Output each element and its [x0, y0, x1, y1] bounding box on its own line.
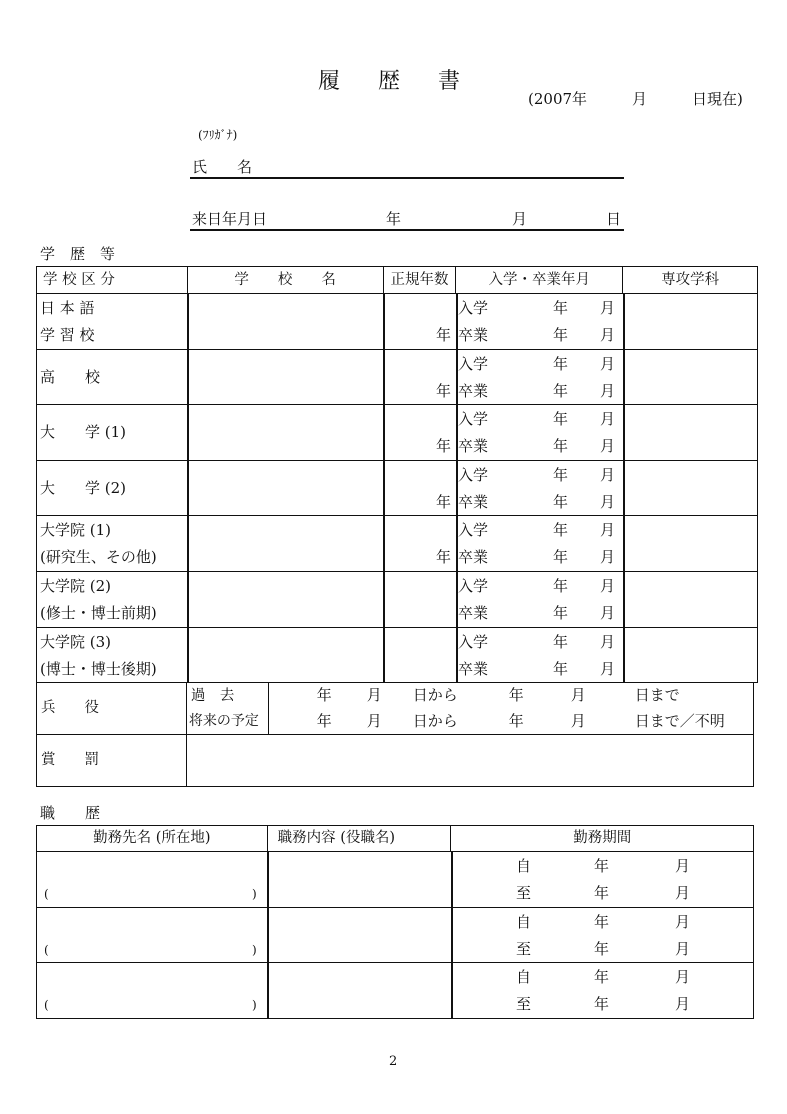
education-enter-year: 年 — [553, 354, 569, 373]
education-type-sub: 学 習 校 — [40, 326, 95, 344]
career-to-month: 月 — [675, 884, 691, 902]
education-school-name-cell[interactable] — [189, 350, 382, 404]
education-graduate-year: 年 — [553, 659, 569, 678]
header-school-name: 学 校 名 — [187, 267, 383, 294]
education-school-name-cell[interactable] — [189, 572, 382, 626]
career-duties-cell[interactable] — [269, 908, 450, 962]
education-graduate-month: 月 — [600, 548, 616, 567]
education-enter-year: 年 — [553, 299, 569, 317]
arrival-underline — [190, 229, 624, 231]
education-enter-label: 入学 — [458, 465, 489, 484]
military-future-month: 月 — [366, 711, 382, 730]
education-graduate-label: 卒業 — [458, 437, 489, 456]
education-graduate-label: 卒業 — [458, 548, 489, 567]
education-enter-year: 年 — [553, 632, 569, 651]
career-from-label: 自 — [516, 968, 532, 986]
career-to-month: 月 — [675, 995, 691, 1013]
career-header-period: 勤務期間 — [451, 826, 754, 852]
education-graduate-month: 月 — [600, 492, 616, 511]
career-from-label: 自 — [516, 857, 532, 875]
education-graduate-label: 卒業 — [458, 604, 489, 622]
military-future-from: 日から — [412, 711, 458, 730]
education-major-cell[interactable] — [625, 628, 757, 682]
education-type: 大 学 (1) — [40, 423, 127, 442]
career-paren-open: ( — [44, 998, 49, 1012]
career-paren-open: ( — [44, 887, 49, 901]
career-to-label: 至 — [516, 939, 532, 958]
education-graduate-month: 月 — [600, 437, 616, 456]
military-future-year: 年 — [316, 711, 332, 730]
header-school-type: 学 校 区 分 — [37, 267, 188, 294]
education-years: 年 — [436, 437, 452, 456]
awards-label: 賞 罰 — [37, 735, 187, 787]
education-type-sub: (研究生、その他) — [40, 548, 157, 567]
career-from-year: 年 — [594, 857, 610, 875]
education-col-divider — [383, 294, 385, 350]
page-number: 2 — [389, 1054, 398, 1069]
military-future-until: 日まで／不明 — [634, 711, 725, 730]
education-graduate-year: 年 — [553, 381, 569, 400]
education-graduate-month: 月 — [600, 604, 616, 622]
education-col-divider — [383, 572, 385, 628]
education-enter-label: 入学 — [458, 299, 489, 317]
military-past-month: 月 — [366, 686, 382, 704]
career-from-label: 自 — [516, 912, 532, 931]
education-col-divider — [383, 628, 385, 684]
education-enter-month: 月 — [600, 410, 616, 429]
arrival-day: 日 — [606, 210, 622, 228]
education-graduate-year: 年 — [553, 492, 569, 511]
education-enter-label: 入学 — [458, 632, 489, 651]
career-header-employer: 勤務先名 (所在地) — [37, 826, 268, 852]
education-major-cell[interactable] — [625, 405, 757, 459]
career-to-month: 月 — [675, 939, 691, 958]
education-enter-month: 月 — [600, 577, 616, 595]
career-from-year: 年 — [594, 968, 610, 986]
header-years: 正規年数 — [383, 267, 456, 294]
header-dates: 入学・卒業年月 — [456, 267, 623, 294]
education-graduate-month: 月 — [600, 381, 616, 400]
career-from-year: 年 — [594, 912, 610, 931]
education-major-cell[interactable] — [625, 516, 757, 570]
education-section-title: 学 歴 等 — [40, 245, 116, 263]
page-title: 履 歴 書 — [318, 69, 469, 94]
education-major-cell[interactable] — [625, 294, 757, 348]
education-enter-label: 入学 — [458, 577, 489, 595]
education-type: 大学院 (2) — [40, 577, 112, 595]
education-graduate-month: 月 — [600, 659, 616, 678]
education-graduate-label: 卒業 — [458, 326, 489, 344]
education-enter-month: 月 — [600, 354, 616, 373]
education-enter-month: 月 — [600, 521, 616, 540]
military-past-year2: 年 — [508, 686, 524, 704]
career-to-year: 年 — [594, 884, 610, 902]
education-years: 年 — [436, 381, 452, 400]
education-enter-year: 年 — [553, 521, 569, 540]
name-underline — [190, 177, 624, 179]
education-enter-label: 入学 — [458, 410, 489, 429]
military-future-label: 将来の予定 — [186, 709, 268, 735]
education-years: 年 — [436, 326, 452, 344]
career-paren-close: ) — [252, 942, 257, 957]
career-employer-cell[interactable] — [38, 852, 266, 906]
education-type-sub: (修士・博士前期) — [40, 604, 157, 622]
arrival-label: 来日年月日 — [192, 210, 268, 228]
education-type: 大学院 (3) — [40, 632, 112, 651]
furigana-label: (ﾌﾘｶﾞﾅ) — [198, 128, 238, 142]
military-label: 兵 役 — [37, 683, 187, 735]
education-graduate-year: 年 — [553, 548, 569, 567]
career-to-year: 年 — [594, 995, 610, 1013]
career-employer-cell[interactable] — [38, 908, 266, 962]
military-future-year2: 年 — [508, 711, 524, 730]
education-major-cell[interactable] — [625, 572, 757, 626]
career-to-year: 年 — [594, 939, 610, 958]
date-line: (2007年 月 日現在) — [528, 90, 743, 108]
education-years: 年 — [436, 492, 452, 511]
career-section-title: 職 歴 — [40, 804, 101, 822]
education-col-divider — [383, 405, 385, 461]
education-school-name-cell[interactable] — [189, 405, 382, 459]
education-col-divider — [383, 350, 385, 406]
career-paren-close: ) — [252, 998, 257, 1012]
name-label: 氏 名 — [192, 158, 253, 176]
military-past-year: 年 — [316, 686, 332, 704]
education-graduate-month: 月 — [600, 326, 616, 344]
header-major: 専攻学科 — [623, 267, 758, 294]
education-school-name-cell[interactable] — [189, 628, 382, 682]
career-col-divider — [451, 852, 453, 908]
education-major-cell[interactable] — [625, 350, 757, 404]
education-enter-month: 月 — [600, 299, 616, 317]
military-past-month2: 月 — [570, 686, 586, 704]
military-future-cell[interactable] — [268, 709, 753, 735]
arrival-month: 月 — [512, 210, 528, 228]
military-past-label: 過 去 — [186, 683, 268, 709]
career-col-divider — [451, 908, 453, 964]
awards-cell[interactable] — [186, 735, 753, 787]
career-paren-close: ) — [252, 887, 257, 901]
education-type: 大 学 (2) — [40, 478, 127, 497]
career-table — [36, 825, 754, 852]
education-type: 高 校 — [40, 367, 101, 386]
education-enter-label: 入学 — [458, 521, 489, 540]
education-graduate-year: 年 — [553, 604, 569, 622]
education-type: 日 本 語 — [40, 299, 95, 317]
military-future-month2: 月 — [570, 711, 586, 730]
education-col-divider — [383, 461, 385, 517]
education-type: 大学院 (1) — [40, 521, 112, 540]
career-from-month: 月 — [675, 912, 691, 931]
education-col-divider — [383, 516, 385, 572]
education-school-name-cell[interactable] — [189, 516, 382, 570]
education-enter-label: 入学 — [458, 354, 489, 373]
education-major-cell[interactable] — [625, 461, 757, 515]
arrival-year: 年 — [386, 210, 402, 228]
education-table — [36, 266, 758, 294]
military-past-cell[interactable] — [268, 683, 753, 709]
education-type-sub: (博士・博士後期) — [40, 659, 157, 678]
career-duties-cell[interactable] — [269, 852, 450, 906]
education-graduate-label: 卒業 — [458, 381, 489, 400]
education-enter-month: 月 — [600, 465, 616, 484]
education-school-name-cell[interactable] — [189, 461, 382, 515]
education-years: 年 — [436, 548, 452, 567]
education-graduate-year: 年 — [553, 326, 569, 344]
career-employer-cell[interactable] — [38, 963, 266, 1017]
career-header-duties: 職務内容 (役職名) — [267, 826, 451, 852]
career-to-label: 至 — [516, 995, 532, 1013]
military-past-until: 日まで — [634, 686, 680, 704]
career-from-month: 月 — [675, 857, 691, 875]
education-enter-year: 年 — [553, 410, 569, 429]
education-school-name-cell[interactable] — [189, 294, 382, 348]
military-past-from: 日から — [412, 686, 458, 704]
career-duties-cell[interactable] — [269, 963, 450, 1017]
military-table — [36, 682, 754, 787]
education-enter-month: 月 — [600, 632, 616, 651]
career-to-label: 至 — [516, 884, 532, 902]
education-enter-year: 年 — [553, 465, 569, 484]
education-enter-year: 年 — [553, 577, 569, 595]
career-col-divider — [451, 963, 453, 1019]
career-from-month: 月 — [675, 968, 691, 986]
education-graduate-year: 年 — [553, 437, 569, 456]
education-graduate-label: 卒業 — [458, 492, 489, 511]
career-paren-open: ( — [44, 942, 49, 957]
education-graduate-label: 卒業 — [458, 659, 489, 678]
education-header-row — [37, 267, 758, 294]
